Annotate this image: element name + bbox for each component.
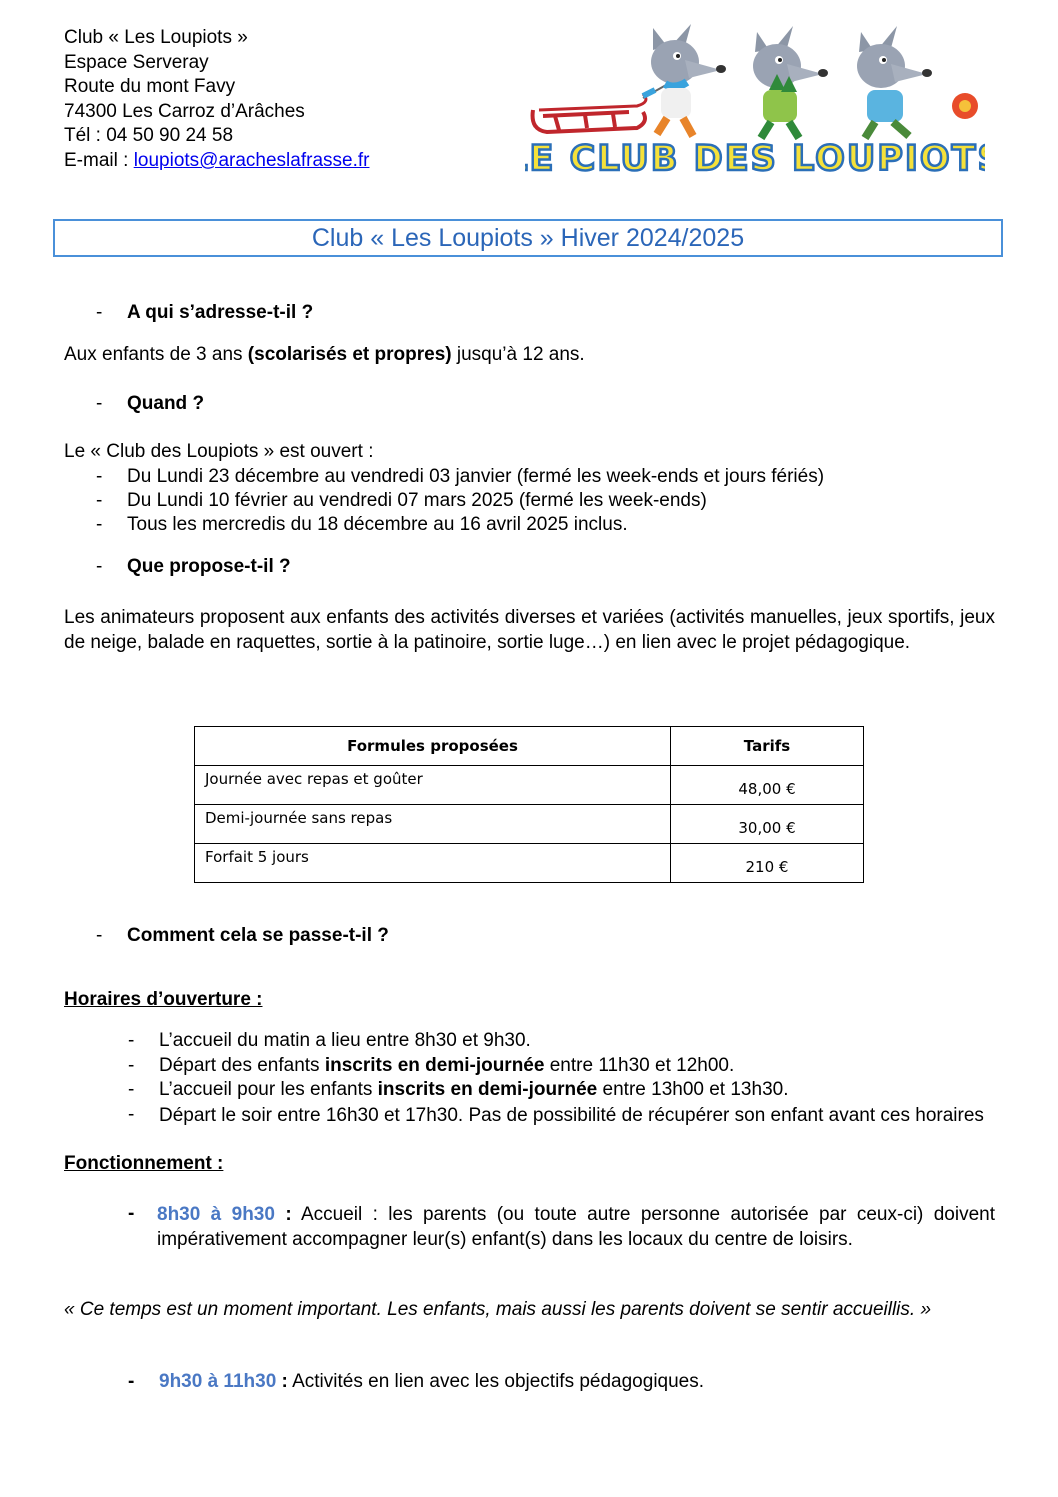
address-line: Espace Serveray [64, 51, 209, 73]
formule-cell: Journée avec repas et goûter [195, 766, 671, 805]
bullet-dash: - [96, 393, 103, 414]
section-heading-how: Comment cela se passe-t-il ? [127, 925, 389, 946]
text-span-bold: (scolarisés et propres) [247, 344, 452, 365]
email-link[interactable]: loupiots@aracheslafrasse.fr [133, 149, 370, 171]
who-answer [64, 344, 585, 366]
text-span: entre 13h00 et 13h30. [597, 1079, 789, 1100]
horaires-heading: Horaires d’ouverture : [64, 989, 263, 1010]
wolf-1-icon [643, 24, 726, 136]
tarif-cell: 30,00 € [671, 805, 864, 844]
time-range: 8h30 à 9h30 [157, 1204, 275, 1225]
bullet-dash: - [128, 1104, 135, 1125]
table-row [195, 766, 864, 805]
text-span: Départ des enfants [159, 1055, 325, 1076]
text-span-bold: inscrits en demi-journée [377, 1079, 598, 1100]
text-span: jusqu’à 12 ans. [451, 344, 585, 365]
bullet-dash: - [96, 302, 103, 323]
text-span-bold: : [274, 1204, 292, 1225]
what-paragraph: Les animateurs proposent aux enfants des activités diverses et variées (activités manuelles, jeux sportifs, jeux de neige, balade en raquettes, sortie à la patinoire, sortie luge…) en lien avec le projet pédagogique. [64, 607, 995, 653]
table-row [195, 844, 864, 883]
bullet-dash: - [96, 556, 103, 577]
bullet-dash: - [96, 925, 103, 946]
horaires-item [159, 1055, 734, 1077]
formule-cell: Demi-journée sans repas [195, 805, 671, 844]
when-intro: Le « Club des Loupiots » est ouvert : [64, 441, 374, 462]
wolves-illustration [525, 18, 985, 186]
club-name: Club « Les Loupiots » [64, 27, 248, 48]
address-block [64, 26, 369, 174]
tarif-cell: 48,00 € [671, 766, 864, 805]
section-heading-when: Quand ? [127, 393, 205, 414]
horaires-item [159, 1079, 788, 1101]
tarif-cell: 210 € [671, 844, 864, 883]
bullet-dash: - [128, 1079, 135, 1100]
horaires-item: L’accueil du matin a lieu entre 8h30 et 9h30. [159, 1030, 531, 1051]
bullet-dash: - [128, 1055, 135, 1076]
bullet-dash: - [128, 1371, 135, 1392]
pricing-table [194, 726, 864, 883]
list-item: Du Lundi 10 février au vendredi 07 mars 2025 (fermé les week-ends) [127, 490, 707, 511]
text-span: Accueil : les parents (ou toute autre personne autorisée par ceux-ci) doivent impérativement accompagner leur(s) enfant(s) dans les locaux du centre de loisirs. [157, 1204, 996, 1250]
email-line [64, 149, 369, 174]
fonctionnement-item [159, 1371, 704, 1393]
bullet-dash: - [128, 1203, 135, 1224]
bullet-dash: - [96, 490, 103, 511]
column-header: Formules proposées [195, 727, 671, 766]
horaires-item: Départ le soir entre 16h30 et 17h30. Pas de possibilité de récupérer son enfant avant ces horaires [159, 1105, 984, 1126]
fonctionnement-heading: Fonctionnement : [64, 1153, 224, 1174]
text-span: entre 11h30 et 12h00. [544, 1055, 735, 1076]
quote: « Ce temps est un moment important. Les enfants, mais aussi les parents doivent se sentir accueillis. » [64, 1299, 932, 1320]
formule-cell: Forfait 5 jours [195, 844, 671, 883]
text-span-bold: inscrits en demi-journée [324, 1055, 545, 1076]
section-heading-what: Que propose-t-il ? [127, 556, 291, 577]
logo-text: LE CLUB DES LOUPIOTS [525, 139, 985, 179]
fonctionnement-item [157, 1203, 995, 1252]
bullet-dash: - [96, 514, 103, 535]
text-span-bold: : [276, 1371, 288, 1392]
section-heading-who: A qui s’adresse-t-il ? [127, 302, 314, 323]
table-row [195, 805, 864, 844]
text-span: Activités en lien avec les objectifs pédagogiques. [287, 1371, 705, 1392]
text-span: L’accueil pour les enfants [159, 1079, 378, 1100]
text-span: Aux enfants de 3 ans [64, 344, 248, 365]
bullet-dash: - [96, 466, 103, 487]
table-header-row [195, 727, 864, 766]
email-label: E-mail : [64, 149, 134, 171]
club-logo [525, 18, 985, 186]
phone: Tél : 04 50 90 24 58 [64, 125, 234, 147]
wolf-2-icon [753, 26, 828, 138]
page-title: Club « Les Loupiots » Hiver 2024/2025 [53, 219, 1003, 257]
wolf-3-icon [857, 26, 932, 138]
address-line: Route du mont Favy [64, 76, 236, 98]
bullet-dash: - [128, 1030, 135, 1051]
list-item: Tous les mercredis du 18 décembre au 16 avril 2025 inclus. [127, 514, 628, 535]
list-item: Du Lundi 23 décembre au vendredi 03 janvier (fermé les week-ends et jours fériés) [127, 466, 825, 487]
ball-icon [952, 93, 978, 119]
address-line: 74300 Les Carroz d’Arâches [64, 100, 305, 122]
time-range: 9h30 à 11h30 [159, 1371, 277, 1392]
column-header: Tarifs [671, 727, 864, 766]
